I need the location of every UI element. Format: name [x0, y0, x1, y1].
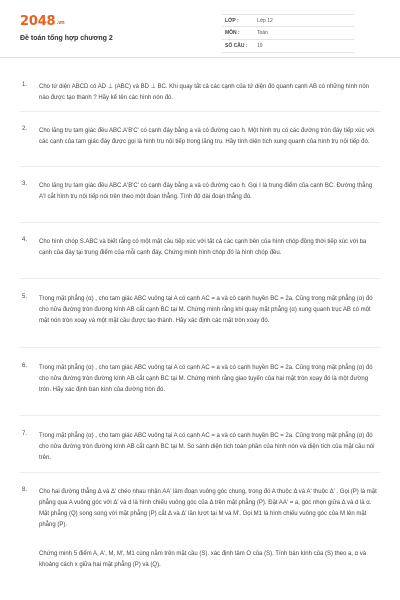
question-number: 5.: [22, 294, 28, 300]
question-number: 3.: [22, 181, 28, 187]
document-title: Đề toán tổng hợp chương 2: [20, 35, 113, 42]
question-text: Cho tứ diện ABCD có AD ⊥ (ABC) và BD ⊥ BC. Khi quay tất cả các cạnh của tứ diện đó quanh cạnh AB có những hình nón nào được tạo thành ? Hãy kể tên các hình nón đó.: [39, 84, 370, 101]
question-text: Trong mặt phẳng (α) , cho tam giác ABC vuông tại A có cạnh AC = a và có cạnh huyền BC = 2a. Cũng trong mặt phẳng (α) đó cho nửa đường tròn đường kính AB cắt cạnh BC tại M. Chứng minh rằng giao tuyến của hai mặt tròn xoay đó là một đường tròn. Hãy xác định bán kính của đường tròn đó.: [39, 365, 373, 393]
meta-row-count: [222, 40, 354, 53]
question-number: 7.: [22, 431, 28, 437]
question-divider: [20, 347, 380, 348]
meta-key: LỚP :: [225, 17, 239, 24]
meta-row-class: [222, 14, 354, 27]
meta-value: Lớp 12: [257, 17, 273, 24]
logo-tld: .vn: [56, 20, 65, 26]
question-text: Cho lăng trụ tam giác đều ABC.A'B'C' có cạnh đáy bằng a và có đường cao h. Gọi I là trung điểm của cạnh BC. Đường thẳng A'I cắt hình trụ nội tiếp nói trên theo một đoạn thẳng. Tính độ dài đoạn thẳng đó.: [39, 183, 373, 200]
question-divider: [20, 278, 380, 279]
question-divider: [20, 111, 380, 112]
question-number: 4.: [22, 237, 28, 243]
question-divider: [20, 222, 380, 223]
meta-table: [222, 14, 354, 53]
question-text: Cho hình chóp S.ABC và biết rằng có một mặt cầu tiếp xúc với tất cả các cạnh bên của hình chóp đồng thời tiếp xúc với ba cạnh của đáy tại trung điểm của mỗi cạnh đáy. Chứng minh hình chóp đó là hình chóp đều.: [39, 239, 367, 256]
question-number: 6.: [22, 363, 28, 369]
question-divider: [20, 166, 380, 167]
meta-key: SỐ CÂU :: [225, 43, 248, 49]
header: [0, 0, 400, 58]
question-number: 2.: [22, 126, 28, 132]
meta-value: Toán: [257, 30, 268, 36]
logo-text: 2048: [20, 14, 56, 29]
question-divider: [20, 472, 380, 473]
meta-row-subject: [222, 27, 354, 40]
question-text: Cho hai đường thẳng Δ và Δ' chéo nhau nhận AA' làm đoạn vuông góc chung, trong đó A thuộc Δ và A' thuộc Δ' . Gọi (P) là mặt phẳng qua A vuông góc với Δ' và d là hình chiếu vuông góc của Δ trên mặt phẳng (P). Đặt AA' = a, góc nhọn giữa Δ và d là α. Mặt phẳng (Q) song song với mặt phẳng (P) cắt Δ và Δ' lần lượt tại M và M'. Gọi M1 là hình chiếu vuông góc của M lên mặt phẳng (P).: [39, 489, 377, 528]
question-divider: [20, 415, 380, 416]
question-text: Trong mặt phẳng (α) , cho tam giác ABC vuông tại A có cạnh AC = a và có cạnh huyền BC = 2a. Cũng trong mặt phẳng (α) đó cho nửa đường tròn đường kính AB cắt cạnh BC tại M. Chứng minh rằng khi quay mặt phẳng (α) xung quanh trục AB có một mặt nón tròn xoay và một mặt cầu được tạo thành. Hãy xác định các mặt tròn xoay đó.: [39, 296, 373, 324]
site-logo[interactable]: [20, 15, 65, 31]
question-text: Cho lăng trụ tam giác đều ABC.A'B'C' có cạnh đáy bằng a và có đường cao h. Một hình trụ có các đường tròn đáy tiếp xúc với các cạnh của tam giác đáy được gọi là hình trụ nội tiếp trong lăng trụ. Hãy tính diện tích xung quanh của hình trụ nội tiếp đó.: [39, 128, 375, 145]
meta-key: MÔN :: [225, 30, 240, 36]
question-number: 8.: [22, 487, 28, 493]
question-text: Trong mặt phẳng (α) , cho tam giác ABC vuông tại A có cạnh AC = a và có cạnh huyền BC = 2a. Cũng trong mặt phẳng (α) đó cho nửa đường tròn đường kính AB cắt cạnh BC tại M. So sánh diện tích toàn phần của hình nón và diện tích của mặt cầu nói trên.: [39, 433, 375, 461]
question-text-continued: Chứng minh 5 điểm A, A', M, M', M1 cùng nằm trên mặt cầu (S). xác định tâm O của (S). Tính bán kính của (S) theo a, α và khoảng cách x giữa hai mặt phẳng (P) và (Q).: [39, 551, 367, 568]
meta-value: 19: [257, 43, 263, 49]
question-number: 1.: [22, 82, 28, 88]
